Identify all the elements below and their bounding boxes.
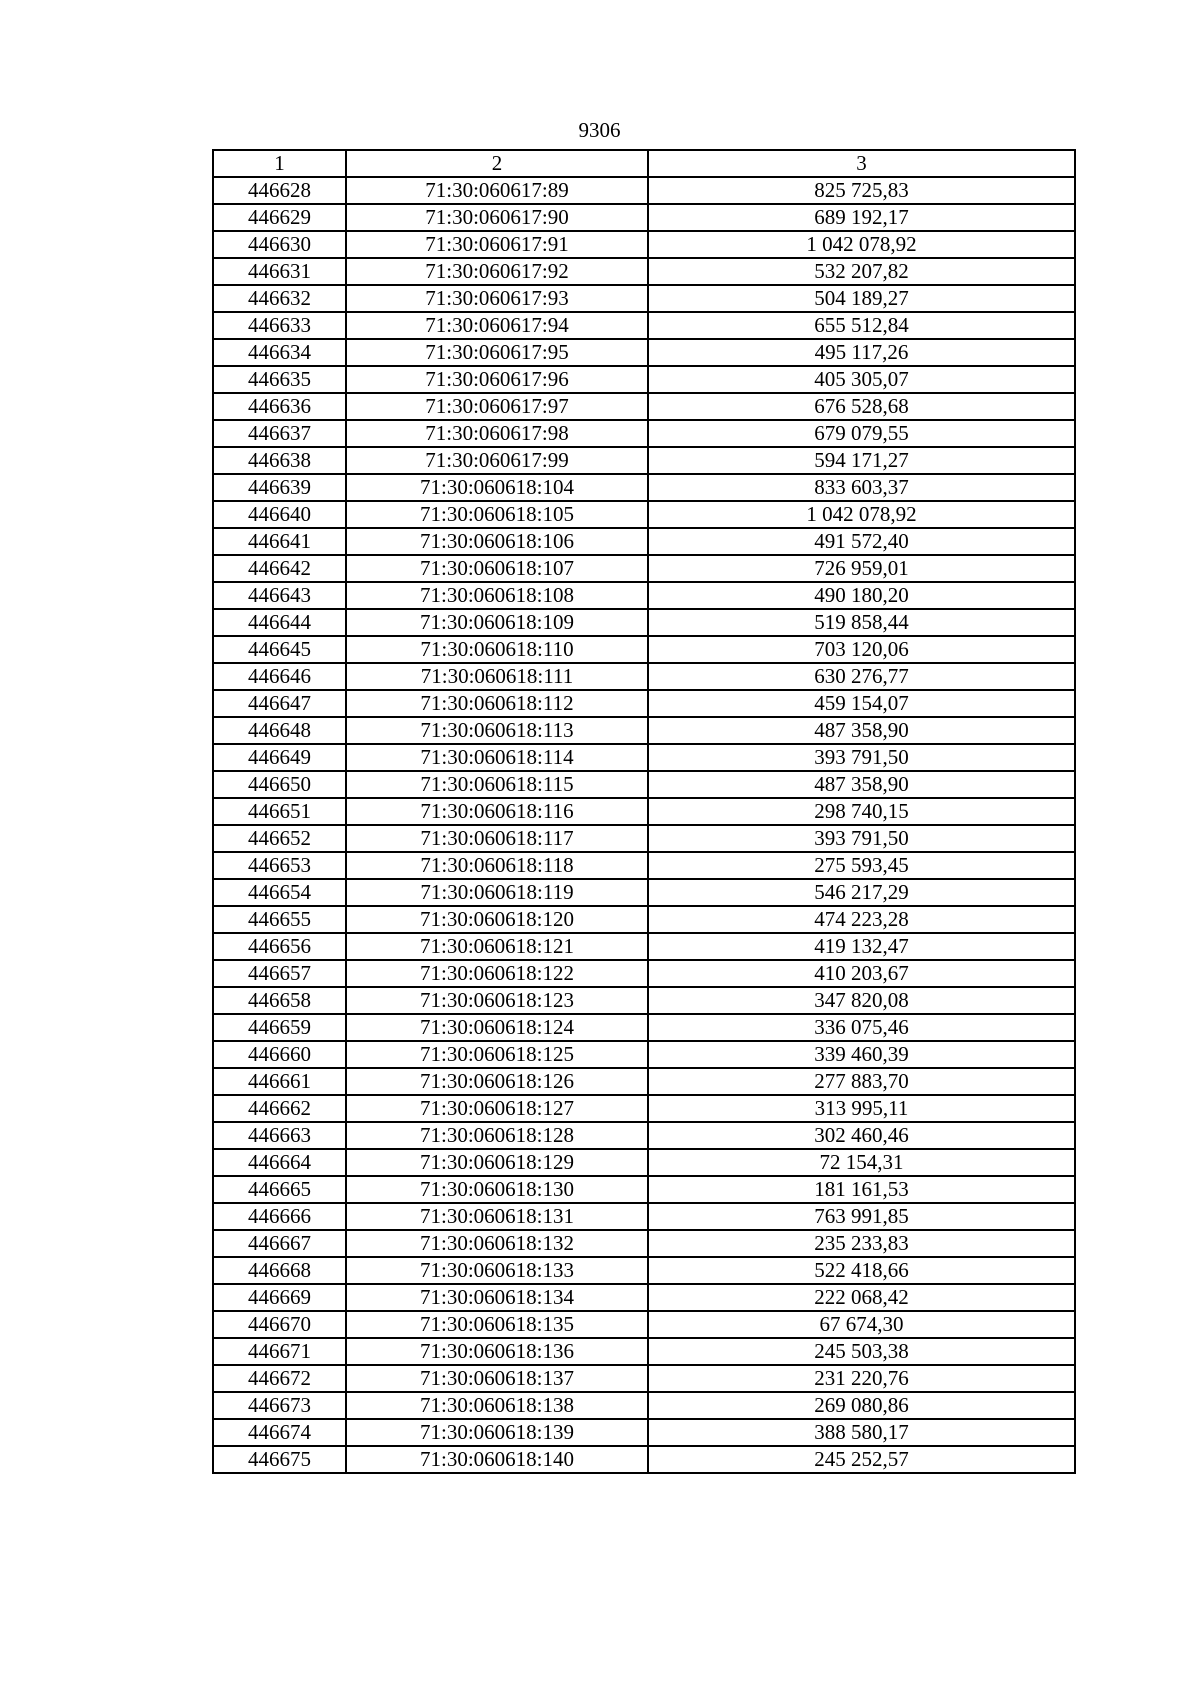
- cadastral-value-cell: 1 042 078,92: [648, 231, 1075, 258]
- table-row: [213, 231, 1075, 258]
- header-column-1: 1: [213, 150, 346, 177]
- row-number-cell: 446673: [213, 1392, 346, 1419]
- cadastral-value-cell: 825 725,83: [648, 177, 1075, 204]
- table-row: [213, 447, 1075, 474]
- table-row: [213, 312, 1075, 339]
- cadastral-number-cell: 71:30:060618:121: [346, 933, 648, 960]
- row-number-cell: 446667: [213, 1230, 346, 1257]
- row-number-cell: 446666: [213, 1203, 346, 1230]
- cadastral-value-cell: 336 075,46: [648, 1014, 1075, 1041]
- table-row: [213, 825, 1075, 852]
- table-row: [213, 933, 1075, 960]
- cadastral-number-cell: 71:30:060618:134: [346, 1284, 648, 1311]
- cadastral-number-cell: 71:30:060618:109: [346, 609, 648, 636]
- cadastral-value-cell: 419 132,47: [648, 933, 1075, 960]
- row-number-cell: 446644: [213, 609, 346, 636]
- cadastral-number-cell: 71:30:060618:128: [346, 1122, 648, 1149]
- row-number-cell: 446647: [213, 690, 346, 717]
- cadastral-number-cell: 71:30:060618:133: [346, 1257, 648, 1284]
- cadastral-value-cell: 1 042 078,92: [648, 501, 1075, 528]
- table-row: [213, 1203, 1075, 1230]
- cadastral-value-cell: 495 117,26: [648, 339, 1075, 366]
- cadastral-value-cell: 459 154,07: [648, 690, 1075, 717]
- row-number-cell: 446664: [213, 1149, 346, 1176]
- row-number-cell: 446665: [213, 1176, 346, 1203]
- cadastral-value-cell: 222 068,42: [648, 1284, 1075, 1311]
- row-number-cell: 446643: [213, 582, 346, 609]
- row-number-cell: 446671: [213, 1338, 346, 1365]
- cadastral-number-cell: 71:30:060617:91: [346, 231, 648, 258]
- cadastral-value-cell: 298 740,15: [648, 798, 1075, 825]
- cadastral-value-cell: 546 217,29: [648, 879, 1075, 906]
- row-number-cell: 446663: [213, 1122, 346, 1149]
- table-row: [213, 528, 1075, 555]
- cadastral-number-cell: 71:30:060618:140: [346, 1446, 648, 1473]
- row-number-cell: 446669: [213, 1284, 346, 1311]
- page-number: [0, 118, 1200, 142]
- row-number-cell: 446674: [213, 1419, 346, 1446]
- cadastral-value-cell: 339 460,39: [648, 1041, 1075, 1068]
- table-row: [213, 1446, 1075, 1473]
- row-number-cell: 446636: [213, 393, 346, 420]
- row-number-cell: 446642: [213, 555, 346, 582]
- table-row: [213, 204, 1075, 231]
- table-row: [213, 1257, 1075, 1284]
- table-row: [213, 771, 1075, 798]
- cadastral-number-cell: 71:30:060617:94: [346, 312, 648, 339]
- row-number-cell: 446657: [213, 960, 346, 987]
- cadastral-number-cell: 71:30:060618:139: [346, 1419, 648, 1446]
- cadastral-number-cell: 71:30:060618:135: [346, 1311, 648, 1338]
- cadastral-number-cell: 71:30:060618:110: [346, 636, 648, 663]
- row-number-cell: 446638: [213, 447, 346, 474]
- table-row: [213, 393, 1075, 420]
- row-number-cell: 446634: [213, 339, 346, 366]
- cadastral-number-cell: 71:30:060618:107: [346, 555, 648, 582]
- cadastral-value-table: [212, 149, 1076, 1474]
- cadastral-value-cell: 491 572,40: [648, 528, 1075, 555]
- row-number-cell: 446641: [213, 528, 346, 555]
- cadastral-number-cell: 71:30:060618:116: [346, 798, 648, 825]
- table-row: [213, 717, 1075, 744]
- cadastral-value-cell: 277 883,70: [648, 1068, 1075, 1095]
- row-number-cell: 446651: [213, 798, 346, 825]
- row-number-cell: 446639: [213, 474, 346, 501]
- header-column-2: 2: [346, 150, 648, 177]
- table-row: [213, 339, 1075, 366]
- table-body: [213, 177, 1075, 1473]
- cadastral-number-cell: 71:30:060618:132: [346, 1230, 648, 1257]
- table-row: [213, 1122, 1075, 1149]
- cadastral-number-cell: 71:30:060617:95: [346, 339, 648, 366]
- table-row: [213, 1392, 1075, 1419]
- cadastral-value-cell: 67 674,30: [648, 1311, 1075, 1338]
- cadastral-value-cell: 393 791,50: [648, 825, 1075, 852]
- table-row: [213, 1338, 1075, 1365]
- table-row: [213, 987, 1075, 1014]
- cadastral-value-cell: 235 233,83: [648, 1230, 1075, 1257]
- row-number-cell: 446655: [213, 906, 346, 933]
- cadastral-value-cell: 679 079,55: [648, 420, 1075, 447]
- cadastral-number-cell: 71:30:060618:130: [346, 1176, 648, 1203]
- table-row: [213, 1230, 1075, 1257]
- table-row: [213, 1176, 1075, 1203]
- cadastral-number-cell: 71:30:060618:120: [346, 906, 648, 933]
- table-row: [213, 285, 1075, 312]
- table-row: [213, 474, 1075, 501]
- table-row: [213, 1311, 1075, 1338]
- cadastral-number-cell: 71:30:060618:104: [346, 474, 648, 501]
- cadastral-number-cell: 71:30:060617:99: [346, 447, 648, 474]
- cadastral-value-cell: 689 192,17: [648, 204, 1075, 231]
- cadastral-number-cell: 71:30:060617:96: [346, 366, 648, 393]
- row-number-cell: 446645: [213, 636, 346, 663]
- row-number-cell: 446661: [213, 1068, 346, 1095]
- cadastral-number-cell: 71:30:060618:114: [346, 744, 648, 771]
- cadastral-number-cell: 71:30:060618:105: [346, 501, 648, 528]
- table-row: [213, 1068, 1075, 1095]
- row-number-cell: 446672: [213, 1365, 346, 1392]
- cadastral-number-cell: 71:30:060617:97: [346, 393, 648, 420]
- cadastral-number-cell: 71:30:060618:108: [346, 582, 648, 609]
- cadastral-value-cell: 833 603,37: [648, 474, 1075, 501]
- row-number-cell: 446631: [213, 258, 346, 285]
- cadastral-number-cell: 71:30:060618:131: [346, 1203, 648, 1230]
- table-row: [213, 906, 1075, 933]
- table-row: [213, 420, 1075, 447]
- row-number-cell: 446675: [213, 1446, 346, 1473]
- row-number-cell: 446656: [213, 933, 346, 960]
- cadastral-number-cell: 71:30:060618:113: [346, 717, 648, 744]
- row-number-cell: 446662: [213, 1095, 346, 1122]
- cadastral-number-cell: 71:30:060618:127: [346, 1095, 648, 1122]
- table-row: [213, 1365, 1075, 1392]
- cadastral-number-cell: 71:30:060618:125: [346, 1041, 648, 1068]
- cadastral-number-cell: 71:30:060618:136: [346, 1338, 648, 1365]
- table-row: [213, 366, 1075, 393]
- cadastral-value-cell: 522 418,66: [648, 1257, 1075, 1284]
- cadastral-value-cell: 655 512,84: [648, 312, 1075, 339]
- row-number-cell: 446659: [213, 1014, 346, 1041]
- row-number-cell: 446628: [213, 177, 346, 204]
- table-row: [213, 879, 1075, 906]
- header-column-3: 3: [648, 150, 1075, 177]
- cadastral-number-cell: 71:30:060618:118: [346, 852, 648, 879]
- row-number-cell: 446653: [213, 852, 346, 879]
- cadastral-value-cell: 487 358,90: [648, 717, 1075, 744]
- table-row: [213, 177, 1075, 204]
- cadastral-value-cell: 275 593,45: [648, 852, 1075, 879]
- cadastral-value-cell: 72 154,31: [648, 1149, 1075, 1176]
- row-number-cell: 446668: [213, 1257, 346, 1284]
- cadastral-number-cell: 71:30:060618:129: [346, 1149, 648, 1176]
- table-row: [213, 1284, 1075, 1311]
- cadastral-number-cell: 71:30:060618:122: [346, 960, 648, 987]
- row-number-cell: 446632: [213, 285, 346, 312]
- table-row: [213, 690, 1075, 717]
- cadastral-value-cell: 347 820,08: [648, 987, 1075, 1014]
- cadastral-value-cell: 763 991,85: [648, 1203, 1075, 1230]
- page-number-text: 9306: [578, 118, 621, 142]
- table-row: [213, 636, 1075, 663]
- cadastral-number-cell: 71:30:060618:115: [346, 771, 648, 798]
- cadastral-number-cell: 71:30:060618:112: [346, 690, 648, 717]
- table-row: [213, 663, 1075, 690]
- row-number-cell: 446660: [213, 1041, 346, 1068]
- cadastral-value-cell: 532 207,82: [648, 258, 1075, 285]
- table-row: [213, 1014, 1075, 1041]
- cadastral-number-cell: 71:30:060618:119: [346, 879, 648, 906]
- cadastral-number-cell: 71:30:060618:124: [346, 1014, 648, 1041]
- cadastral-number-cell: 71:30:060617:98: [346, 420, 648, 447]
- cadastral-value-cell: 410 203,67: [648, 960, 1075, 987]
- row-number-cell: 446635: [213, 366, 346, 393]
- cadastral-value-cell: 630 276,77: [648, 663, 1075, 690]
- table-row: [213, 744, 1075, 771]
- table-row: [213, 555, 1075, 582]
- row-number-cell: 446630: [213, 231, 346, 258]
- cadastral-value-cell: 181 161,53: [648, 1176, 1075, 1203]
- cadastral-number-cell: 71:30:060618:126: [346, 1068, 648, 1095]
- header-row: [213, 150, 1075, 177]
- cadastral-value-cell: 676 528,68: [648, 393, 1075, 420]
- cadastral-value-cell: 504 189,27: [648, 285, 1075, 312]
- cadastral-value-cell: 519 858,44: [648, 609, 1075, 636]
- cadastral-number-cell: 71:30:060618:123: [346, 987, 648, 1014]
- cadastral-number-cell: 71:30:060617:93: [346, 285, 648, 312]
- cadastral-value-cell: 487 358,90: [648, 771, 1075, 798]
- cadastral-number-cell: 71:30:060618:111: [346, 663, 648, 690]
- table-row: [213, 1149, 1075, 1176]
- row-number-cell: 446649: [213, 744, 346, 771]
- cadastral-value-cell: 245 503,38: [648, 1338, 1075, 1365]
- cadastral-value-cell: 393 791,50: [648, 744, 1075, 771]
- cadastral-value-cell: 388 580,17: [648, 1419, 1075, 1446]
- table-row: [213, 258, 1075, 285]
- table-row: [213, 1419, 1075, 1446]
- table-row: [213, 501, 1075, 528]
- row-number-cell: 446646: [213, 663, 346, 690]
- cadastral-value-cell: 726 959,01: [648, 555, 1075, 582]
- cadastral-number-cell: 71:30:060617:92: [346, 258, 648, 285]
- row-number-cell: 446654: [213, 879, 346, 906]
- cadastral-value-cell: 474 223,28: [648, 906, 1075, 933]
- row-number-cell: 446658: [213, 987, 346, 1014]
- cadastral-value-cell: 490 180,20: [648, 582, 1075, 609]
- row-number-cell: 446633: [213, 312, 346, 339]
- cadastral-value-cell: 594 171,27: [648, 447, 1075, 474]
- cadastral-value-cell: 269 080,86: [648, 1392, 1075, 1419]
- cadastral-value-cell: 245 252,57: [648, 1446, 1075, 1473]
- row-number-cell: 446629: [213, 204, 346, 231]
- row-number-cell: 446652: [213, 825, 346, 852]
- row-number-cell: 446640: [213, 501, 346, 528]
- table-row: [213, 1095, 1075, 1122]
- table-row: [213, 582, 1075, 609]
- cadastral-number-cell: 71:30:060618:137: [346, 1365, 648, 1392]
- table-row: [213, 798, 1075, 825]
- cadastral-number-cell: 71:30:060617:89: [346, 177, 648, 204]
- cadastral-value-cell: 703 120,06: [648, 636, 1075, 663]
- cadastral-number-cell: 71:30:060618:117: [346, 825, 648, 852]
- row-number-cell: 446637: [213, 420, 346, 447]
- table-row: [213, 960, 1075, 987]
- cadastral-number-cell: 71:30:060618:138: [346, 1392, 648, 1419]
- table-row: [213, 609, 1075, 636]
- cadastral-value-cell: 302 460,46: [648, 1122, 1075, 1149]
- cadastral-number-cell: 71:30:060618:106: [346, 528, 648, 555]
- row-number-cell: 446670: [213, 1311, 346, 1338]
- cadastral-value-cell: 405 305,07: [648, 366, 1075, 393]
- table-row: [213, 1041, 1075, 1068]
- table-row: [213, 852, 1075, 879]
- row-number-cell: 446650: [213, 771, 346, 798]
- row-number-cell: 446648: [213, 717, 346, 744]
- cadastral-value-cell: 231 220,76: [648, 1365, 1075, 1392]
- cadastral-value-cell: 313 995,11: [648, 1095, 1075, 1122]
- cadastral-number-cell: 71:30:060617:90: [346, 204, 648, 231]
- table-header: [213, 150, 1075, 177]
